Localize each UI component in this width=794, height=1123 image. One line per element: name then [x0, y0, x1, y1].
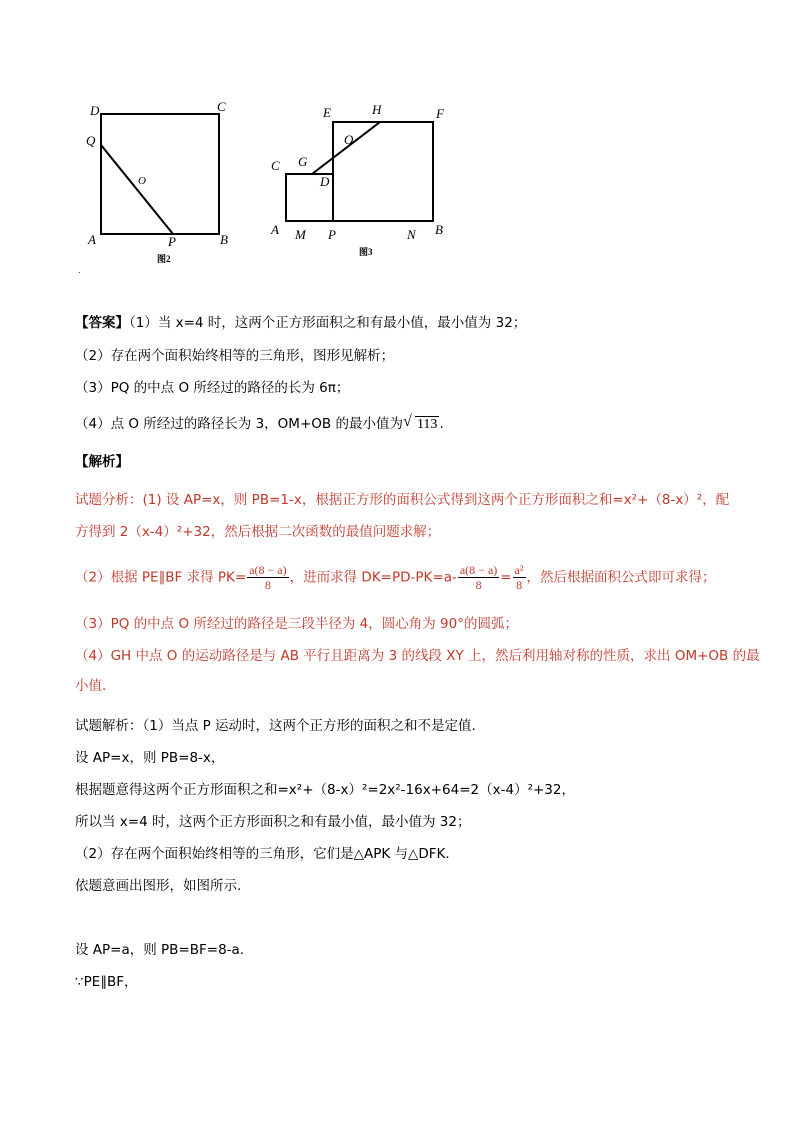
- fraction-dk: $\frac{a(8 - a)}{8}$: [459, 563, 498, 592]
- stray-dot: .: [78, 266, 81, 275]
- analysis-line-1: 试题分析：(1) 设 AP=x，则 PB=1-x，根据正方形的面积公式得到这两个正方形面积之和=x²+（8-x）²，配: [75, 492, 730, 508]
- label-g: G: [298, 154, 308, 169]
- answer-line-4: [75, 414, 444, 435]
- analysis-3a: （2）根据 PE∥BF 求得 PK=: [75, 569, 247, 586]
- analysis-3d: ，然后根据面积公式即可求得；: [526, 569, 716, 586]
- label-n: N: [407, 227, 416, 242]
- label-f: F: [436, 106, 444, 121]
- label-p: P: [328, 227, 336, 242]
- label-q: Q: [86, 133, 96, 148]
- label-e: E: [323, 105, 331, 120]
- figure-2: [85, 95, 245, 270]
- analysis-3c: =: [500, 569, 512, 586]
- analysis-3b: ，进而求得 DK=PD-PK=a-: [289, 569, 457, 586]
- answer-line-1: [75, 313, 526, 333]
- figure-3-caption: 图3: [359, 247, 373, 257]
- label-d: D: [90, 103, 100, 118]
- solution-line-4: 所以当 x=4 时，这两个正方形面积之和有最小值，最小值为 32；: [75, 814, 471, 830]
- sqrt-113: √ 113: [402, 413, 438, 432]
- answer-line-2: （2）存在两个面积始终相等的三角形，图形见解析；: [75, 348, 395, 364]
- label-p: P: [168, 234, 176, 249]
- answer-4-text: （4）点 O 所经过的路径长为 3，OM+OB 的最小值为: [75, 416, 403, 432]
- square-abcd: [101, 114, 219, 234]
- label-c: C: [217, 99, 226, 114]
- figure-2-caption: 图2: [157, 254, 171, 264]
- solution-line-2: 设 AP=x，则 PB=8-x，: [75, 750, 225, 766]
- segment-gh: [312, 122, 380, 174]
- answer-1: （1）当 x=4 时，这两个正方形面积之和有最小值，最小值为 32；: [129, 315, 527, 331]
- answer-line-3: （3）PQ 的中点 O 所经过的路径的长为 6π；: [75, 380, 350, 396]
- label-b: B: [220, 232, 228, 247]
- label-m: M: [295, 227, 306, 242]
- label-b: B: [435, 222, 443, 237]
- answer-tag: 【答案】: [75, 315, 129, 331]
- solution-line-6: 依题意画出图形，如图所示.: [75, 878, 242, 894]
- solution-line-3: 根据题意得这两个正方形面积之和=x²+（8-x）²=2x²-16x+64=2（x-4）²+32，: [75, 782, 575, 798]
- label-h: H: [372, 102, 382, 117]
- fraction-a2: $\frac{\text{a²}}{8}$: [514, 563, 524, 592]
- analysis-line-4: （3）PQ 的中点 O 所经过的路径是三段半径为 4，圆心角为 90°的圆弧；: [75, 616, 518, 632]
- analysis-line-6: 小值.: [75, 678, 107, 694]
- solution-line-5: （2）存在两个面积始终相等的三角形，它们是△APK 与△DFK.: [75, 846, 450, 862]
- label-o: O: [138, 175, 146, 187]
- answer-4-end: .: [439, 416, 444, 432]
- label-d: D: [320, 174, 330, 189]
- solution-line-7: 设 AP=a，则 PB=BF=8-a.: [75, 942, 245, 958]
- analysis-line-3: [75, 563, 716, 592]
- figure-3: [268, 98, 458, 263]
- segment-pq: [101, 145, 173, 234]
- label-o: O: [344, 132, 354, 147]
- solution-line-1: 试题解析：（1）当点 P 运动时，这两个正方形的面积之和不是定值.: [75, 718, 476, 734]
- label-a: A: [271, 222, 279, 237]
- analysis-line-2: 方得到 2（x-4）²+32，然后根据二次函数的最值问题求解；: [75, 524, 441, 540]
- fraction-pk: $\frac{a(8 - a)}{8}$: [249, 563, 287, 592]
- solution-line-8: ∵PE∥BF，: [75, 974, 138, 990]
- analysis-tag: 【解析】: [75, 454, 129, 470]
- label-c: C: [271, 158, 280, 173]
- analysis-line-5: （4）GH 中点 O 的运动路径是与 AB 平行且距离为 3 的线段 XY 上，然后利用轴对称的性质，求出 OM+OB 的最: [75, 648, 760, 664]
- label-a: A: [88, 232, 96, 247]
